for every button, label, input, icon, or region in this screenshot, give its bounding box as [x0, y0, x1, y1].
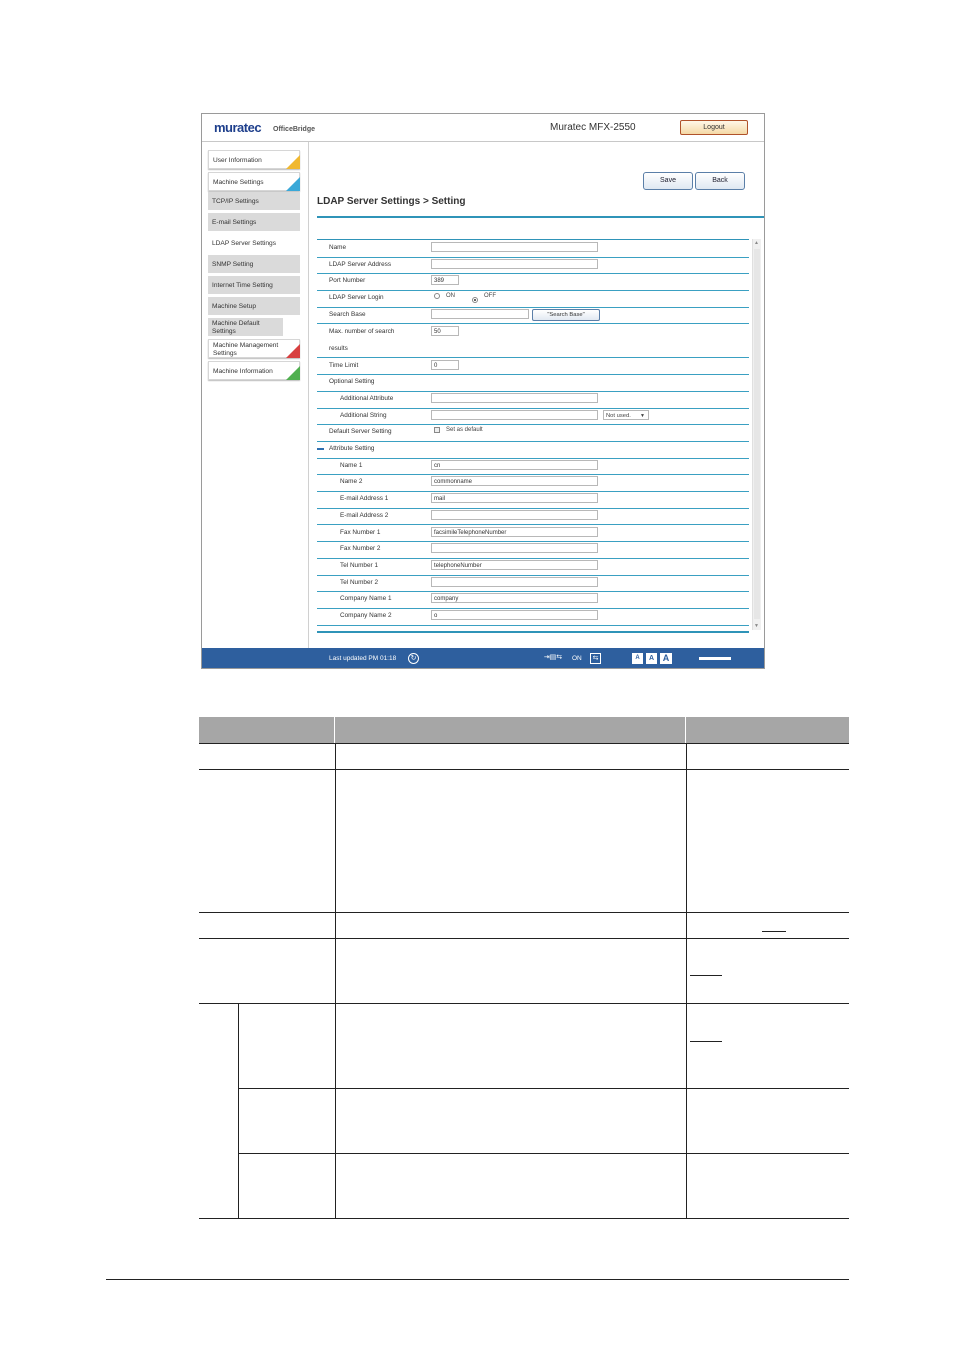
sidebar-item-machine-default-settings[interactable]: [208, 318, 283, 337]
corner-tab-icon: [286, 366, 300, 380]
font-size-medium-button[interactable]: A: [646, 653, 657, 664]
attribute-input[interactable]: [431, 543, 598, 553]
max-results-label: Max. number of search: [329, 327, 395, 335]
sidebar-item-label: Machine Management Settings: [213, 342, 279, 357]
scrollbar[interactable]: [752, 239, 761, 630]
row-attribute: [317, 491, 749, 509]
time-limit-input[interactable]: 0: [431, 360, 459, 370]
attribute-input[interactable]: company: [431, 593, 598, 603]
attribute-label: Fax Number 1: [340, 528, 381, 536]
font-size-large-button[interactable]: A: [660, 653, 672, 664]
underline-mark: [690, 1041, 722, 1042]
app-header: [202, 114, 764, 142]
sidebar-item-machine-settings[interactable]: [208, 172, 300, 191]
swap-icon[interactable]: ⇆: [590, 653, 601, 664]
chevron-down-icon: ▼: [640, 412, 645, 419]
scrollbar-thumb[interactable]: [754, 249, 760, 619]
underline-mark: [690, 975, 722, 976]
additional-string-select[interactable]: [603, 410, 649, 420]
row-port-number: [317, 273, 749, 291]
progress-bar: [699, 657, 731, 660]
attribute-input[interactable]: cn: [431, 460, 598, 470]
attribute-input[interactable]: telephoneNumber: [431, 560, 598, 570]
sidebar-item-label: Machine Default Settings: [212, 320, 260, 335]
table-header-cell: [335, 717, 686, 743]
set-as-default-label: Set as default: [446, 427, 483, 434]
sidebar-item-label: Machine Setup: [212, 303, 256, 310]
sidebar-item-label: SNMP Setting: [212, 261, 254, 268]
row-ldap-server-login: [317, 290, 749, 308]
table-row-line: [199, 1003, 849, 1004]
attribute-label: E-mail Address 2: [340, 511, 389, 519]
name-label: Name: [329, 244, 347, 251]
row-optional-setting: [317, 374, 749, 392]
login-on-radio[interactable]: [434, 293, 440, 299]
app-window: [201, 113, 765, 669]
logout-button[interactable]: Logout: [680, 120, 748, 135]
sidebar: [202, 142, 309, 648]
login-off-label: OFF: [484, 293, 496, 300]
form-bottom-divider: [317, 631, 749, 633]
sidebar-item-label: Machine Settings: [213, 179, 264, 186]
table-row-line: [238, 1153, 849, 1154]
corner-tab-icon: [286, 344, 300, 358]
login-off-radio[interactable]: [472, 297, 478, 303]
corner-tab-icon: [286, 155, 300, 169]
scroll-up-icon[interactable]: ▲: [754, 240, 759, 246]
row-default-server-setting: [317, 424, 749, 442]
title-divider: [317, 216, 765, 218]
table-divider: [686, 743, 687, 1218]
attribute-input[interactable]: o: [431, 610, 598, 620]
sidebar-item-label: TCP/IP Settings: [212, 198, 259, 205]
search-base-button[interactable]: "Search Base": [532, 309, 600, 321]
model-name: Muratec MFX-2550: [550, 122, 636, 133]
font-size-small-button[interactable]: A: [632, 653, 643, 664]
sidebar-item-label: Machine Information: [213, 368, 273, 375]
search-base-label: Search Base: [329, 310, 366, 318]
port-input[interactable]: 389: [431, 275, 459, 285]
attribute-label: Fax Number 2: [340, 545, 381, 553]
attribute-label: Name 1: [340, 461, 363, 469]
sidebar-item-snmp-setting[interactable]: [208, 255, 300, 274]
row-attribute-setting: [317, 441, 749, 459]
attribute-label: Company Name 1: [340, 595, 392, 603]
corner-tab-icon: [286, 177, 300, 191]
max-results-input[interactable]: 50: [431, 326, 459, 336]
sidebar-item-machine-information[interactable]: [208, 361, 300, 380]
page-title: LDAP Server Settings > Setting: [317, 196, 466, 207]
attribute-input[interactable]: [431, 510, 598, 520]
sidebar-item-email-settings[interactable]: [208, 213, 300, 232]
default-server-label: Default Server Setting: [329, 428, 392, 436]
set-as-default-checkbox[interactable]: [434, 427, 440, 433]
row-attribute: [317, 458, 749, 476]
officebridge-logo: OfficeBridge: [273, 126, 316, 133]
sidebar-item-user-information[interactable]: [208, 150, 300, 169]
optional-setting-label: Optional Setting: [329, 378, 375, 386]
attribute-label: E-mail Address 1: [340, 495, 389, 503]
muratec-logo: muratec: [214, 120, 262, 135]
attribute-input[interactable]: [431, 577, 598, 587]
login-label: LDAP Server Login: [329, 294, 384, 302]
row-attribute: [317, 558, 749, 576]
sidebar-item-tcpip-settings[interactable]: [208, 192, 300, 211]
additional-attribute-label: Additional Attribute: [340, 394, 394, 402]
attribute-label: Tel Number 2: [340, 578, 379, 586]
sidebar-item-label: E-mail Settings: [212, 219, 257, 226]
sidebar-item-label: Internet Time Setting: [212, 282, 273, 289]
table-header-cell: [199, 717, 335, 743]
sidebar-item-machine-management-settings[interactable]: [208, 339, 300, 358]
additional-attribute-input[interactable]: [431, 393, 598, 403]
page-footer-line: [106, 1279, 849, 1280]
row-attribute: [317, 591, 749, 609]
row-additional-attribute: [317, 391, 749, 409]
address-input[interactable]: [431, 259, 598, 269]
search-base-input[interactable]: [431, 309, 529, 319]
row-max-search-results: [317, 324, 749, 358]
sidebar-item-label: User Information: [213, 157, 262, 164]
additional-string-label: Additional String: [340, 411, 387, 419]
scroll-down-icon[interactable]: ▼: [754, 623, 759, 629]
row-attribute: [317, 474, 749, 492]
row-time-limit: [317, 358, 749, 376]
row-search-base: [317, 307, 749, 325]
sidebar-item-machine-setup[interactable]: [208, 297, 300, 316]
login-on-label: ON: [446, 293, 455, 300]
attribute-input[interactable]: commonname: [431, 476, 598, 486]
status-footer: [202, 648, 764, 669]
attribute-setting-label: Attribute Setting: [329, 445, 375, 452]
back-button[interactable]: Back: [695, 172, 745, 190]
attribute-label: Tel Number 1: [340, 561, 379, 569]
row-name: [317, 240, 749, 258]
row-attribute: [317, 541, 749, 559]
collapse-icon[interactable]: [317, 448, 324, 450]
row-attribute: [317, 508, 749, 526]
table-divider: [335, 743, 336, 1218]
save-button[interactable]: Save: [643, 172, 693, 190]
refresh-icon[interactable]: ↻: [408, 653, 419, 664]
port-label: Port Number: [329, 277, 366, 285]
row-attribute: [317, 608, 749, 626]
table-row-line: [199, 912, 849, 913]
transfer-icon: ⇥▤⇆: [543, 654, 563, 661]
status-on-text: ON: [572, 655, 582, 662]
row-attribute: [317, 575, 749, 593]
name-input[interactable]: [431, 242, 598, 252]
table-header-cell: [686, 717, 849, 743]
underline-mark: [762, 931, 786, 932]
table-divider: [238, 1003, 239, 1218]
max-results-label-2: results: [329, 344, 348, 352]
additional-string-input[interactable]: [431, 410, 598, 420]
table-row-line: [199, 769, 849, 770]
table-row-line: [238, 1088, 849, 1089]
select-value: Not used.: [606, 412, 631, 419]
table-row-line: [199, 1218, 849, 1219]
attribute-label: Name 2: [340, 478, 363, 486]
sidebar-item-label: LDAP Server Settings: [212, 240, 277, 247]
settings-form: [317, 239, 749, 632]
last-updated-text: Last updated PM 01:18: [329, 655, 397, 662]
row-additional-string: [317, 408, 749, 426]
attribute-input[interactable]: facsimileTelephoneNumber: [431, 527, 598, 537]
row-ldap-server-address: [317, 257, 749, 275]
attribute-input[interactable]: mail: [431, 493, 598, 503]
address-label: LDAP Server Address: [329, 260, 392, 268]
table-row-line: [199, 938, 849, 939]
sidebar-item-internet-time-setting[interactable]: [208, 276, 300, 295]
attribute-label: Company Name 2: [340, 612, 392, 619]
time-limit-label: Time Limit: [329, 361, 359, 369]
row-attribute: [317, 525, 749, 543]
sidebar-item-ldap-server-settings[interactable]: [208, 234, 300, 253]
table-row-line: [199, 743, 849, 744]
